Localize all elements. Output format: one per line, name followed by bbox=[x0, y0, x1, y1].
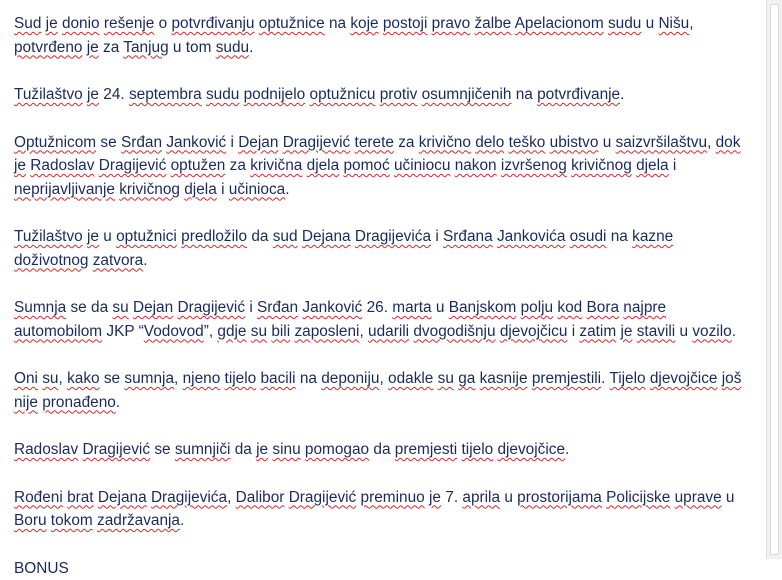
misspelled-word[interactable]: žalbe bbox=[474, 15, 511, 32]
misspelled-word[interactable]: Dragijević bbox=[82, 441, 150, 458]
misspelled-word[interactable]: Dragijevića bbox=[355, 228, 431, 245]
misspelled-word[interactable]: djela bbox=[184, 181, 217, 198]
misspelled-word[interactable]: krivično bbox=[419, 134, 471, 151]
misspelled-word[interactable]: Tužilaštvo bbox=[14, 228, 83, 245]
misspelled-word[interactable]: kazne bbox=[632, 228, 673, 245]
misspelled-word[interactable]: Radoslav bbox=[30, 157, 94, 174]
misspelled-word[interactable]: optužnice bbox=[259, 15, 325, 32]
misspelled-word[interactable]: je bbox=[620, 323, 632, 340]
misspelled-word[interactable]: Rođeni bbox=[14, 489, 63, 506]
misspelled-word[interactable]: dvogodišnju bbox=[413, 323, 495, 340]
misspelled-word[interactable]: je bbox=[14, 157, 26, 174]
misspelled-word[interactable]: je bbox=[256, 441, 268, 458]
misspelled-word[interactable]: Nišu bbox=[658, 15, 689, 32]
misspelled-word[interactable]: nije bbox=[14, 394, 38, 411]
misspelled-word[interactable]: doživotnog bbox=[14, 252, 88, 269]
misspelled-word[interactable]: optužnicu bbox=[310, 86, 376, 103]
misspelled-word[interactable]: Vodovod bbox=[144, 323, 204, 340]
misspelled-word[interactable]: potvrđivanje bbox=[537, 86, 620, 103]
misspelled-word[interactable]: ga bbox=[458, 370, 475, 387]
paragraph-7[interactable]: Radoslav Dragijević se sumnjiči da je sinu pomogao da premjesti tijelo djevojčice. bbox=[14, 438, 746, 462]
misspelled-word[interactable]: Dalibor bbox=[236, 489, 285, 506]
misspelled-word[interactable]: delo bbox=[475, 134, 504, 151]
misspelled-word[interactable]: zatvora bbox=[93, 252, 143, 269]
misspelled-word[interactable]: Dragijević bbox=[289, 489, 357, 506]
misspelled-word[interactable]: Optužnicom bbox=[14, 134, 96, 151]
misspelled-word[interactable]: pronađeno bbox=[42, 394, 116, 411]
misspelled-word[interactable]: Dragijević bbox=[99, 157, 167, 174]
misspelled-word[interactable]: kako bbox=[67, 370, 100, 387]
misspelled-word[interactable]: je bbox=[87, 86, 99, 103]
misspelled-word[interactable]: neprijavljivanje bbox=[14, 181, 115, 198]
misspelled-word[interactable]: teško bbox=[509, 134, 546, 151]
misspelled-word[interactable]: marta bbox=[392, 299, 431, 316]
paragraph-5[interactable]: Sumnja se da su Dejan Dragijević i Srđan Janković 26. marta u Banjskom polju kod Bora najpre automobilom JKP “Vodovod”, gdje su bili zaposleni, udarili dvogodišnju djevojčicu i zatim je stavili u vozilo. bbox=[14, 296, 746, 343]
misspelled-word[interactable]: Boru bbox=[14, 512, 47, 529]
misspelled-word[interactable]: nakon bbox=[455, 157, 497, 174]
misspelled-word[interactable]: sudu bbox=[608, 15, 641, 32]
misspelled-word[interactable]: Dragijević bbox=[283, 134, 351, 151]
misspelled-word[interactable]: njeno bbox=[183, 370, 221, 387]
misspelled-word[interactable]: najpre bbox=[623, 299, 666, 316]
misspelled-word[interactable]: krivična bbox=[250, 157, 302, 174]
misspelled-word[interactable]: koje bbox=[350, 15, 378, 32]
misspelled-word[interactable]: kasnije bbox=[480, 370, 528, 387]
misspelled-word[interactable]: Tužilaštvo bbox=[14, 86, 83, 103]
misspelled-word[interactable]: Dragijevića bbox=[151, 489, 227, 506]
misspelled-word[interactable]: Dejana bbox=[98, 489, 147, 506]
paragraph-8[interactable]: Rođeni brat Dejana Dragijevića, Dalibor Dragijević preminuo je 7. aprila u prostorijama Policijske uprave u Boru tokom zadržavanja. bbox=[14, 486, 746, 533]
misspelled-word[interactable]: preminuo bbox=[361, 489, 425, 506]
misspelled-word[interactable]: potvrđeno bbox=[14, 39, 82, 56]
misspelled-word[interactable]: bacili bbox=[260, 370, 295, 387]
misspelled-word[interactable]: Dejana bbox=[302, 228, 351, 245]
misspelled-word[interactable]: Srđan bbox=[257, 299, 298, 316]
misspelled-word[interactable]: dok bbox=[716, 134, 741, 151]
misspelled-word[interactable]: premjesti bbox=[395, 441, 457, 458]
misspelled-word[interactable]: Dragijević bbox=[177, 299, 245, 316]
misspelled-word[interactable]: septembra bbox=[129, 86, 202, 103]
misspelled-word[interactable]: optužnici bbox=[116, 228, 177, 245]
misspelled-word[interactable]: osumnjičenih bbox=[422, 86, 512, 103]
misspelled-word[interactable]: terete bbox=[355, 134, 394, 151]
vertical-scrollbar[interactable] bbox=[766, 0, 782, 559]
misspelled-word[interactable]: sumnja bbox=[124, 370, 174, 387]
trailing-paragraph[interactable]: BONUS bbox=[14, 557, 746, 580]
paragraph-3[interactable]: Optužnicom se Srđan Janković i Dejan Dragijević terete za krivično delo teško ubistvo u saizvršilaštvu, dok je Radoslav Dragijević optužen za krivična djela pomoć učiniocu nakon izvršenog krivičnog djela i neprijavljivanje krivičnog djela i učinioca. bbox=[14, 131, 746, 202]
misspelled-word[interactable]: protiv bbox=[380, 86, 418, 103]
misspelled-word[interactable]: aprila bbox=[462, 489, 500, 506]
misspelled-word[interactable]: Radoslav bbox=[14, 441, 78, 458]
misspelled-word[interactable]: polju bbox=[521, 299, 554, 316]
misspelled-word[interactable]: je bbox=[87, 39, 99, 56]
misspelled-word[interactable]: deponiju bbox=[321, 370, 379, 387]
scrollbar-thumb[interactable] bbox=[770, 4, 779, 555]
misspelled-word[interactable]: izvršenog bbox=[501, 157, 567, 174]
misspelled-word[interactable]: zadržavanja bbox=[97, 512, 180, 529]
misspelled-word[interactable]: djevojčicu bbox=[500, 323, 568, 340]
misspelled-word[interactable]: premjestili bbox=[532, 370, 601, 387]
misspelled-word[interactable]: Srđana bbox=[443, 228, 493, 245]
misspelled-word[interactable]: su bbox=[112, 299, 128, 316]
misspelled-word[interactable]: donio bbox=[62, 15, 100, 32]
misspelled-word[interactable]: krivičnog bbox=[571, 157, 632, 174]
misspelled-word[interactable]: kod bbox=[557, 299, 582, 316]
misspelled-word[interactable]: optužen bbox=[171, 157, 226, 174]
misspelled-word[interactable]: Sud bbox=[14, 15, 41, 32]
misspelled-word[interactable]: tokom bbox=[51, 512, 93, 529]
misspelled-word[interactable]: Janković bbox=[166, 134, 226, 151]
misspelled-word[interactable]: odakle bbox=[388, 370, 433, 387]
misspelled-word[interactable]: pomoć bbox=[343, 157, 389, 174]
paragraph-4[interactable]: Tužilaštvo je u optužnici predložilo da sud Dejana Dragijevića i Srđana Jankovića osudi na kazne doživotnog zatvora. bbox=[14, 225, 746, 272]
misspelled-word[interactable]: sinu bbox=[272, 441, 300, 458]
misspelled-word[interactable]: automobilom bbox=[14, 323, 102, 340]
misspelled-word[interactable]: Sumnja bbox=[14, 299, 66, 316]
misspelled-word[interactable]: Dejan bbox=[238, 134, 278, 151]
misspelled-word[interactable]: Tanjug bbox=[123, 39, 168, 56]
misspelled-word[interactable]: tijelo bbox=[462, 441, 494, 458]
misspelled-word[interactable]: Srđan bbox=[121, 134, 162, 151]
misspelled-word[interactable]: je bbox=[429, 489, 441, 506]
misspelled-word[interactable]: učiniocu bbox=[394, 157, 450, 174]
misspelled-word[interactable]: predložilo bbox=[181, 228, 247, 245]
misspelled-word[interactable]: tijelo bbox=[225, 370, 257, 387]
misspelled-word[interactable]: vozilo bbox=[692, 323, 731, 340]
misspelled-word[interactable]: Oni bbox=[14, 370, 38, 387]
misspelled-word[interactable]: Janković bbox=[302, 299, 362, 316]
misspelled-word[interactable]: sudu bbox=[216, 39, 249, 56]
misspelled-word[interactable]: Bora bbox=[587, 299, 620, 316]
misspelled-word[interactable]: je bbox=[46, 15, 58, 32]
misspelled-word[interactable]: zatim bbox=[579, 323, 616, 340]
misspelled-word[interactable]: sud bbox=[273, 228, 298, 245]
misspelled-word[interactable]: postoji bbox=[383, 15, 428, 32]
misspelled-word[interactable]: su bbox=[438, 370, 454, 387]
misspelled-word[interactable]: sudu bbox=[206, 86, 239, 103]
misspelled-word[interactable]: djela bbox=[307, 157, 340, 174]
misspelled-word[interactable]: ubistvo bbox=[550, 134, 599, 151]
misspelled-word[interactable]: krivičnog bbox=[119, 181, 180, 198]
misspelled-word[interactable]: Jankovića bbox=[497, 228, 565, 245]
misspelled-word[interactable]: Banjskom bbox=[449, 299, 517, 316]
misspelled-word[interactable]: bili bbox=[271, 323, 290, 340]
misspelled-word[interactable]: rešenje bbox=[104, 15, 154, 32]
misspelled-word[interactable]: Dejan bbox=[133, 299, 173, 316]
misspelled-word[interactable]: podnijelo bbox=[244, 86, 306, 103]
misspelled-word[interactable]: djevojčice bbox=[650, 370, 718, 387]
misspelled-word[interactable]: pravo bbox=[432, 15, 471, 32]
misspelled-word[interactable]: djevojčice bbox=[497, 441, 565, 458]
misspelled-word[interactable]: učinioca bbox=[229, 181, 285, 198]
misspelled-word[interactable]: stavili bbox=[637, 323, 675, 340]
misspelled-word[interactable]: gdje bbox=[217, 323, 246, 340]
misspelled-word[interactable]: Policijske bbox=[606, 489, 670, 506]
misspelled-word[interactable]: Tijelo bbox=[609, 370, 645, 387]
misspelled-word[interactable]: prostorijama bbox=[517, 489, 602, 506]
misspelled-word[interactable]: Apelacionom bbox=[515, 15, 604, 32]
misspelled-word[interactable]: saizvršilaštvu bbox=[616, 134, 708, 151]
misspelled-word[interactable]: potvrđivanju bbox=[172, 15, 255, 32]
misspelled-word[interactable]: su bbox=[251, 323, 267, 340]
misspelled-word[interactable]: zaposleni bbox=[294, 323, 359, 340]
misspelled-word[interactable]: su bbox=[42, 370, 58, 387]
misspelled-word[interactable]: uprave bbox=[675, 489, 722, 506]
misspelled-word[interactable]: djela bbox=[636, 157, 669, 174]
misspelled-word[interactable]: pomogao bbox=[305, 441, 369, 458]
misspelled-word[interactable]: udarili bbox=[368, 323, 409, 340]
misspelled-word[interactable]: je bbox=[87, 228, 99, 245]
paragraph-1[interactable]: Sud je donio rešenje o potvrđivanju optužnice na koje postoji pravo žalbe Apelacionom sudu u Nišu, potvrđeno je za Tanjug u tom sudu. bbox=[14, 12, 746, 59]
paragraph-2[interactable]: Tužilaštvo je 24. septembra sudu podnijelo optužnicu protiv osumnjičenih na potvrđivanje. bbox=[14, 83, 746, 107]
misspelled-word[interactable]: osudi bbox=[570, 228, 607, 245]
paragraph-6[interactable]: Oni su, kako se sumnja, njeno tijelo bacili na deponiju, odakle su ga kasnije premjestili. Tijelo djevojčice još nije pronađeno. bbox=[14, 367, 746, 414]
misspelled-word[interactable]: sumnjiči bbox=[175, 441, 231, 458]
misspelled-word[interactable]: brat bbox=[67, 489, 94, 506]
misspelled-word[interactable]: još bbox=[722, 370, 742, 387]
